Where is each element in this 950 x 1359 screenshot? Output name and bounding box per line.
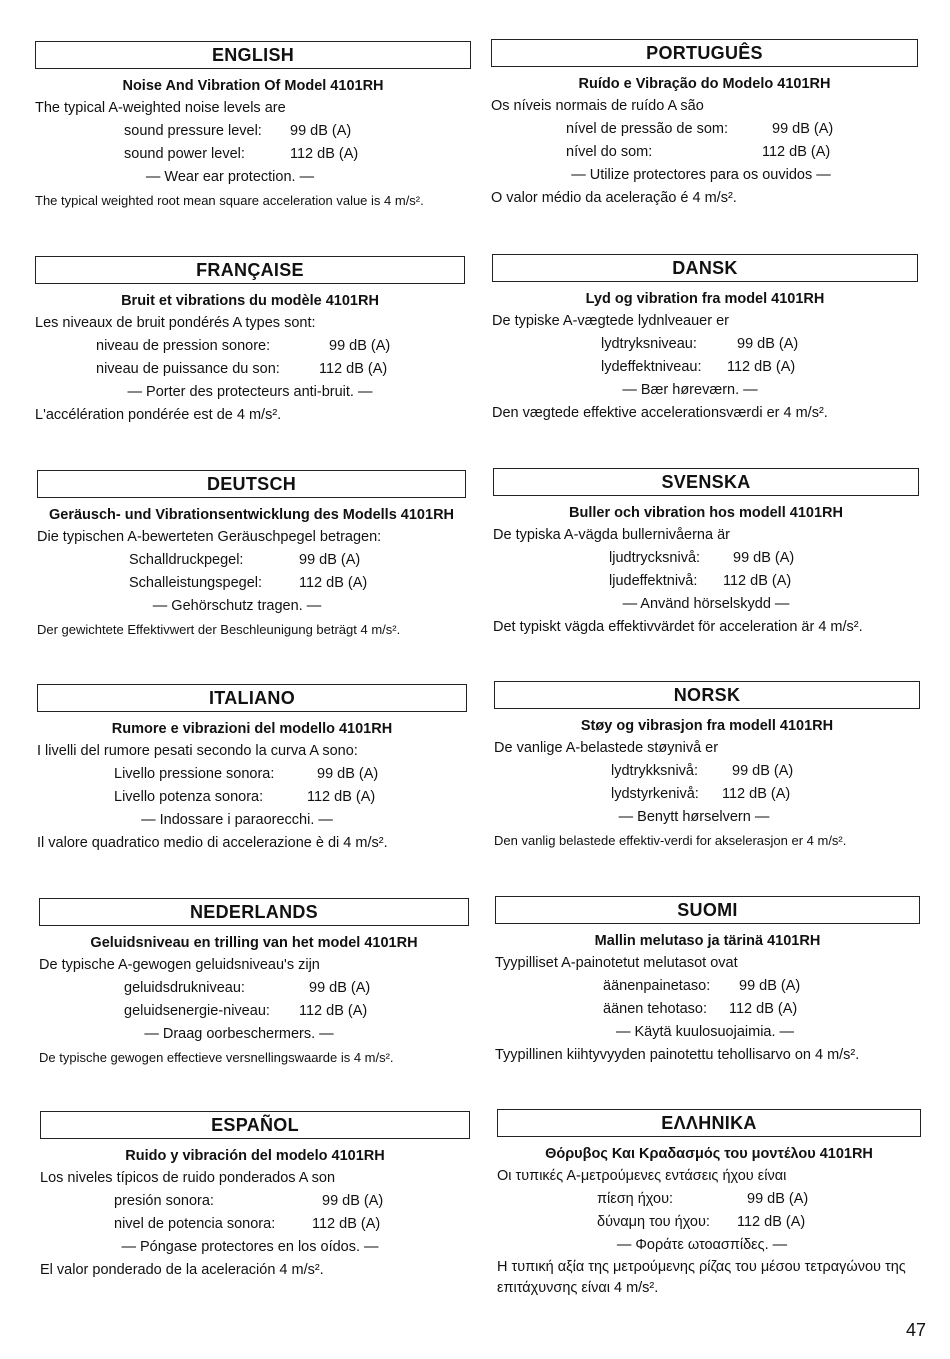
pressure-level-label: Schalldruckpegel: <box>129 552 244 568</box>
warning-text: — Utilize protectores para os ouvidos — <box>571 167 831 183</box>
section-header: ESPAÑOL <box>40 1111 470 1139</box>
pressure-level-value: 99 dB (A) <box>329 338 391 354</box>
section-header: SUOMI <box>495 896 920 924</box>
pressure-level-label: nível de pressão de som: <box>566 121 729 137</box>
acceleration-text: The typical weighted root mean square acceleration value is 4 m/s². <box>35 193 424 208</box>
section-subtitle: Geräusch- und Vibrationsentwicklung des Modells 4101RH <box>48 507 455 523</box>
power-level-row <box>37 572 466 595</box>
section-francaise <box>35 256 465 427</box>
power-level-row <box>491 141 918 164</box>
pressure-level-row <box>497 1188 921 1211</box>
pressure-level-row <box>37 763 467 786</box>
power-level-value: 112 dB (A) <box>307 789 376 805</box>
power-level-label: sound power level: <box>124 146 245 162</box>
acceleration-text: De typische gewogen effectieve versnellingswaarde is 4 m/s². <box>39 1050 394 1065</box>
power-level-label: lydstyrkenivå: <box>611 786 699 802</box>
section-english <box>35 41 471 212</box>
power-level-label: geluidsenergie-niveau: <box>124 1003 270 1019</box>
power-level-value: 112 dB (A) <box>319 361 388 377</box>
pressure-level-row <box>494 760 920 783</box>
power-level-row <box>493 570 919 593</box>
pressure-level-value: 99 dB (A) <box>290 123 352 139</box>
acceleration-text: Den vægtede effektive accelerationsværdi er 4 m/s². <box>492 405 828 421</box>
warning-text: — Benytt hørselvern — <box>618 809 770 825</box>
acceleration-text: Η τυπική αξία της μετρούμενης ρίζας του μέσου τετραγώνου της επιτάχυνσης είναι 4 m/s². <box>497 1259 906 1296</box>
intro-text: Les niveaux de bruit pondérés A types sont: <box>35 315 316 331</box>
pressure-level-value: 99 dB (A) <box>317 766 379 782</box>
power-level-value: 112 dB (A) <box>729 1001 798 1017</box>
acceleration-text: L'accélération pondérée est de 4 m/s². <box>35 407 282 423</box>
pressure-level-label: presión sonora: <box>114 1193 214 1209</box>
section-subtitle: Rumore e vibrazioni del modello 4101RH <box>111 721 393 737</box>
acceleration-text: Det typiskt vägda effektivvärdet för acceleration är 4 m/s². <box>493 619 863 635</box>
section-header: FRANÇAISE <box>35 256 465 284</box>
power-level-label: Schalleistungspegel: <box>129 575 263 591</box>
section-subtitle: Θόρυβος Και Κραδασμός του μοντέλου 4101RH <box>545 1146 873 1162</box>
warning-text: — Bær høreværn. — <box>622 382 758 398</box>
power-level-row <box>40 1213 470 1236</box>
section-header: DEUTSCH <box>37 470 466 498</box>
intro-text: The typical A-weighted noise levels are <box>35 100 286 116</box>
acceleration-text: Tyypillinen kiihtyvyyden painotettu tehollisarvo on 4 m/s². <box>495 1047 860 1063</box>
pressure-level-value: 99 dB (A) <box>732 763 794 779</box>
pressure-level-value: 99 dB (A) <box>737 336 799 352</box>
power-level-value: 112 dB (A) <box>290 146 359 162</box>
section-portugues <box>491 39 918 210</box>
power-level-row <box>37 786 467 809</box>
power-level-label: δύναμη του ήχου: <box>597 1214 710 1230</box>
pressure-level-value: 99 dB (A) <box>772 121 834 137</box>
section-suomi <box>495 896 920 1067</box>
power-level-row <box>35 358 465 381</box>
pressure-level-row <box>495 975 920 998</box>
pressure-level-label: niveau de pression sonore: <box>96 338 271 354</box>
power-level-value: 112 dB (A) <box>737 1214 806 1230</box>
acceleration-text: Den vanlig belastede effektiv-verdi for akselerasjon er 4 m/s². <box>494 833 847 848</box>
section-subtitle: Støy og vibrasjon fra modell 4101RH <box>580 718 834 734</box>
section-espanol <box>40 1111 470 1282</box>
pressure-level-row <box>492 333 918 356</box>
pressure-level-value: 99 dB (A) <box>747 1191 809 1207</box>
power-level-value: 112 dB (A) <box>722 786 791 802</box>
pressure-level-label: äänenpainetaso: <box>603 978 711 994</box>
intro-text: Os níveis normais de ruído A são <box>491 98 704 114</box>
pressure-level-label: geluidsdrukniveau: <box>124 980 245 996</box>
intro-text: De typiske A-vægtede lydnlveauer er <box>492 313 729 329</box>
section-header: NORSK <box>494 681 920 709</box>
warning-text: — Póngase protectores en los oídos. — <box>121 1239 379 1255</box>
section-subtitle: Lyd og vibration fra model 4101RH <box>585 291 825 307</box>
pressure-level-label: ljudtrycksnivå: <box>609 550 701 566</box>
power-level-value: 112 dB (A) <box>299 1003 368 1019</box>
warning-text: — Draag oorbeschermers. — <box>144 1026 334 1042</box>
power-level-label: Livello potenza sonora: <box>114 789 264 805</box>
warning-text: — Käytä kuulosuojaimia. — <box>615 1024 795 1040</box>
acceleration-text: O valor médio da aceleração é 4 m/s². <box>491 190 737 206</box>
intro-text: De vanlige A-belastede støynivå er <box>494 740 719 756</box>
section-subtitle: Noise And Vibration Of Model 4101RH <box>122 78 384 94</box>
pressure-level-value: 99 dB (A) <box>309 980 371 996</box>
section-nederlands <box>39 898 469 1069</box>
pressure-level-value: 99 dB (A) <box>739 978 801 994</box>
section-subtitle: Ruído e Vibração do Modelo 4101RH <box>578 76 831 92</box>
intro-text: Los niveles típicos de ruido ponderados A son <box>40 1170 336 1186</box>
section-ellinika <box>497 1109 921 1299</box>
power-level-label: äänen tehotaso: <box>603 1001 708 1017</box>
power-level-row <box>497 1211 921 1234</box>
section-header: PORTUGUÊS <box>491 39 918 67</box>
pressure-level-row <box>35 120 471 143</box>
section-header: ITALIANO <box>37 684 467 712</box>
section-dansk <box>492 254 918 425</box>
power-level-value: 112 dB (A) <box>762 144 831 160</box>
warning-text: — Wear ear protection. — <box>145 169 315 185</box>
power-level-label: ljudeffektnivå: <box>609 573 698 589</box>
pressure-level-row <box>39 977 469 1000</box>
power-level-value: 112 dB (A) <box>299 575 368 591</box>
section-subtitle: Mallin melutaso ja tärinä 4101RH <box>594 933 821 949</box>
intro-text: Tyypilliset A-painotetut melutasot ovat <box>495 955 738 971</box>
intro-text: Οι τυπικές Α-μετρούμενες εντάσεις ήχου είναι <box>497 1168 787 1184</box>
pressure-level-label: lydtryksniveau: <box>601 336 697 352</box>
section-subtitle: Bruit et vibrations du modèle 4101RH <box>121 293 379 309</box>
power-level-row <box>35 143 471 166</box>
power-level-row <box>492 356 918 379</box>
section-subtitle: Buller och vibration hos modell 4101RH <box>569 505 843 521</box>
power-level-row <box>39 1000 469 1023</box>
pressure-level-row <box>491 118 918 141</box>
warning-text: — Indossare i paraorecchi. — <box>141 812 333 828</box>
pressure-level-label: πίεση ήχου: <box>597 1191 674 1207</box>
section-subtitle: Ruido y vibración del modelo 4101RH <box>125 1148 385 1164</box>
intro-text: De typische A-gewogen geluidsniveau's zijn <box>39 957 320 973</box>
pressure-level-label: lydtrykksnivå: <box>611 763 699 779</box>
section-header: NEDERLANDS <box>39 898 469 926</box>
pressure-level-value: 99 dB (A) <box>322 1193 384 1209</box>
pressure-level-label: Livello pressione sonora: <box>114 766 275 782</box>
section-header: ENGLISH <box>35 41 471 69</box>
section-svenska <box>493 468 919 639</box>
power-level-label: nivel de potencia sonora: <box>114 1216 276 1232</box>
power-level-value: 112 dB (A) <box>312 1216 381 1232</box>
pressure-level-row <box>40 1190 470 1213</box>
section-italiano <box>37 684 467 855</box>
acceleration-text: Der gewichtete Effektivwert der Beschleunigung beträgt 4 m/s². <box>37 622 401 637</box>
acceleration-text: Il valore quadratico medio di accelerazione è di 4 m/s². <box>37 835 388 851</box>
section-norsk <box>494 681 920 852</box>
section-header: ΕΛΛΗΝΙΚΑ <box>497 1109 921 1137</box>
pressure-level-label: sound pressure level: <box>124 123 262 139</box>
intro-text: I livelli del rumore pesati secondo la curva A sono: <box>37 743 358 759</box>
power-level-label: nível do som: <box>566 144 653 160</box>
pressure-level-row <box>35 335 465 358</box>
section-header: SVENSKA <box>493 468 919 496</box>
section-deutsch <box>37 470 466 641</box>
power-level-row <box>495 998 920 1021</box>
warning-text: — Använd hörselskydd — <box>622 596 790 612</box>
pressure-level-value: 99 dB (A) <box>299 552 361 568</box>
power-level-row <box>494 783 920 806</box>
warning-text: — Gehörschutz tragen. — <box>152 598 322 614</box>
power-level-label: niveau de puissance du son: <box>96 361 280 377</box>
power-level-value: 112 dB (A) <box>727 359 796 375</box>
intro-text: De typiska A-vägda bullernivåerna är <box>493 527 730 543</box>
warning-text: — Porter des protecteurs anti-bruit. — <box>127 384 373 400</box>
section-subtitle: Geluidsniveau en trilling van het model 4101RH <box>90 935 418 951</box>
acceleration-text: El valor ponderado de la aceleración 4 m/s². <box>40 1262 324 1278</box>
power-level-label: lydeffektniveau: <box>601 359 702 375</box>
section-header: DANSK <box>492 254 918 282</box>
warning-text: — Φοράτε ωτοασπίδες. — <box>616 1237 788 1253</box>
pressure-level-row <box>37 549 466 572</box>
pressure-level-row <box>493 547 919 570</box>
power-level-value: 112 dB (A) <box>723 573 792 589</box>
intro-text: Die typischen A-bewerteten Geräuschpegel betragen: <box>37 529 382 545</box>
pressure-level-value: 99 dB (A) <box>733 550 795 566</box>
page-number: 47 <box>906 1320 927 1340</box>
